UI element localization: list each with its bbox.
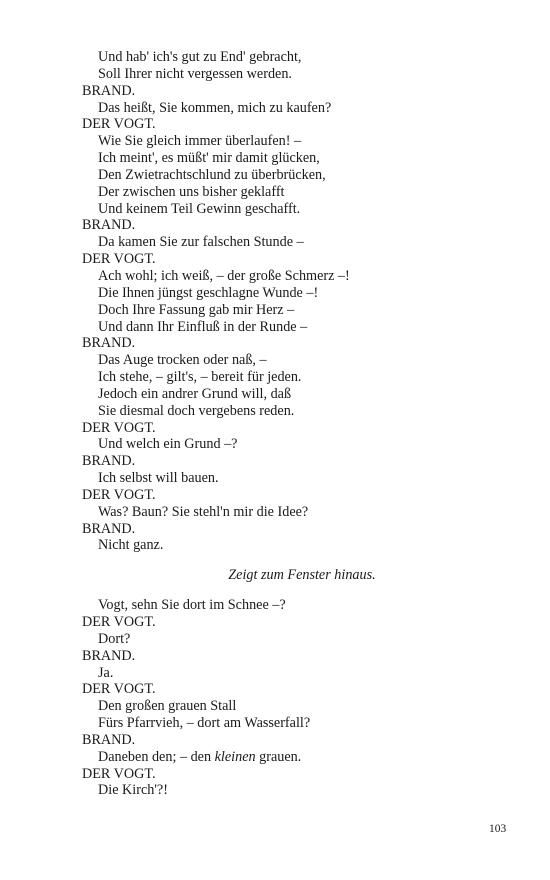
speaker-name: DER VOGT. — [82, 116, 156, 133]
play-text — [82, 49, 482, 799]
verse-line: Nicht ganz. — [98, 537, 164, 554]
speaker-name: BRAND. — [82, 731, 136, 748]
speaker-name: DER VOGT. — [82, 614, 156, 630]
verse-text: Daneben den; – den — [98, 748, 215, 765]
speaker-name: BRAND. — [82, 520, 136, 537]
speaker-name: DER VOGT. — [82, 486, 156, 503]
verse-line: Doch Ihre Fassung gab mir Herz – — [98, 301, 295, 318]
speaker-name: BRAND. — [82, 647, 136, 664]
verse-line: Ich meint', es müßt' mir damit glücken, — [98, 150, 320, 167]
verse-line: Soll Ihrer nicht vergessen werden. — [98, 65, 292, 82]
verse-line: Da kamen Sie zur falschen Stunde – — [98, 234, 304, 251]
speaker-name: BRAND. — [82, 335, 136, 352]
page-number: 103 — [489, 823, 507, 835]
verse-line: Dort? — [98, 630, 131, 647]
verse-line: Und keinem Teil Gewinn geschafft. — [98, 200, 301, 217]
verse-line: Und hab' ich's gut zu End' gebracht, — [98, 49, 302, 65]
speaker-name: DER VOGT. — [82, 251, 156, 268]
speaker-name: BRAND. — [82, 82, 136, 99]
verse-line: Vogt, sehn Sie dort im Schnee –? — [98, 597, 286, 614]
verse-line: Und dann Ihr Einfluß in der Runde – — [98, 318, 308, 335]
stage-direction: Zeigt zum Fenster hinaus. — [228, 567, 376, 584]
speaker-name: DER VOGT. — [82, 681, 156, 698]
speaker-name: DER VOGT. — [82, 765, 156, 782]
speaker-name: BRAND. — [82, 453, 136, 470]
verse-line: Den Zwietrachtschlund zu überbrücken, — [98, 166, 326, 183]
verse-line: Ich stehe, – gilt's, – bereit für jeden. — [98, 369, 302, 386]
verse-line: Fürs Pfarrvieh, – dort am Wasserfall? — [98, 715, 311, 732]
verse-line: Und welch ein Grund –? — [98, 436, 238, 453]
verse-line: Jedoch ein andrer Grund will, daß — [98, 385, 292, 402]
verse-line: Die Kirch'?! — [98, 782, 168, 799]
verse-line: Die Ihnen jüngst geschlagne Wunde –! — [98, 284, 319, 301]
speaker-name: DER VOGT. — [82, 419, 156, 436]
verse-line: Den großen grauen Stall — [98, 698, 237, 715]
verse-line: Sie diesmal doch vergebens reden. — [98, 402, 295, 419]
verse-line: Das heißt, Sie kommen, mich zu kaufen? — [98, 99, 332, 116]
verse-line: Wie Sie gleich immer überlaufen! – — [98, 133, 302, 150]
verse-line: Der zwischen uns bisher geklafft — [98, 183, 285, 200]
verse-line: Ach wohl; ich weiß, – der große Schmerz –! — [98, 267, 350, 284]
verse-line: Ja. — [98, 664, 114, 681]
verse-line: Das Auge trocken oder naß, – — [98, 352, 267, 369]
verse-line: Ich selbst will bauen. — [98, 470, 219, 487]
verse-text: grauen. — [255, 748, 302, 765]
verse-line — [82, 749, 482, 766]
speaker-name: BRAND. — [82, 217, 136, 234]
verse-line: Was? Baun? Sie stehl'n mir die Idee? — [98, 503, 309, 520]
emphasized-word: kleinen — [214, 748, 256, 765]
